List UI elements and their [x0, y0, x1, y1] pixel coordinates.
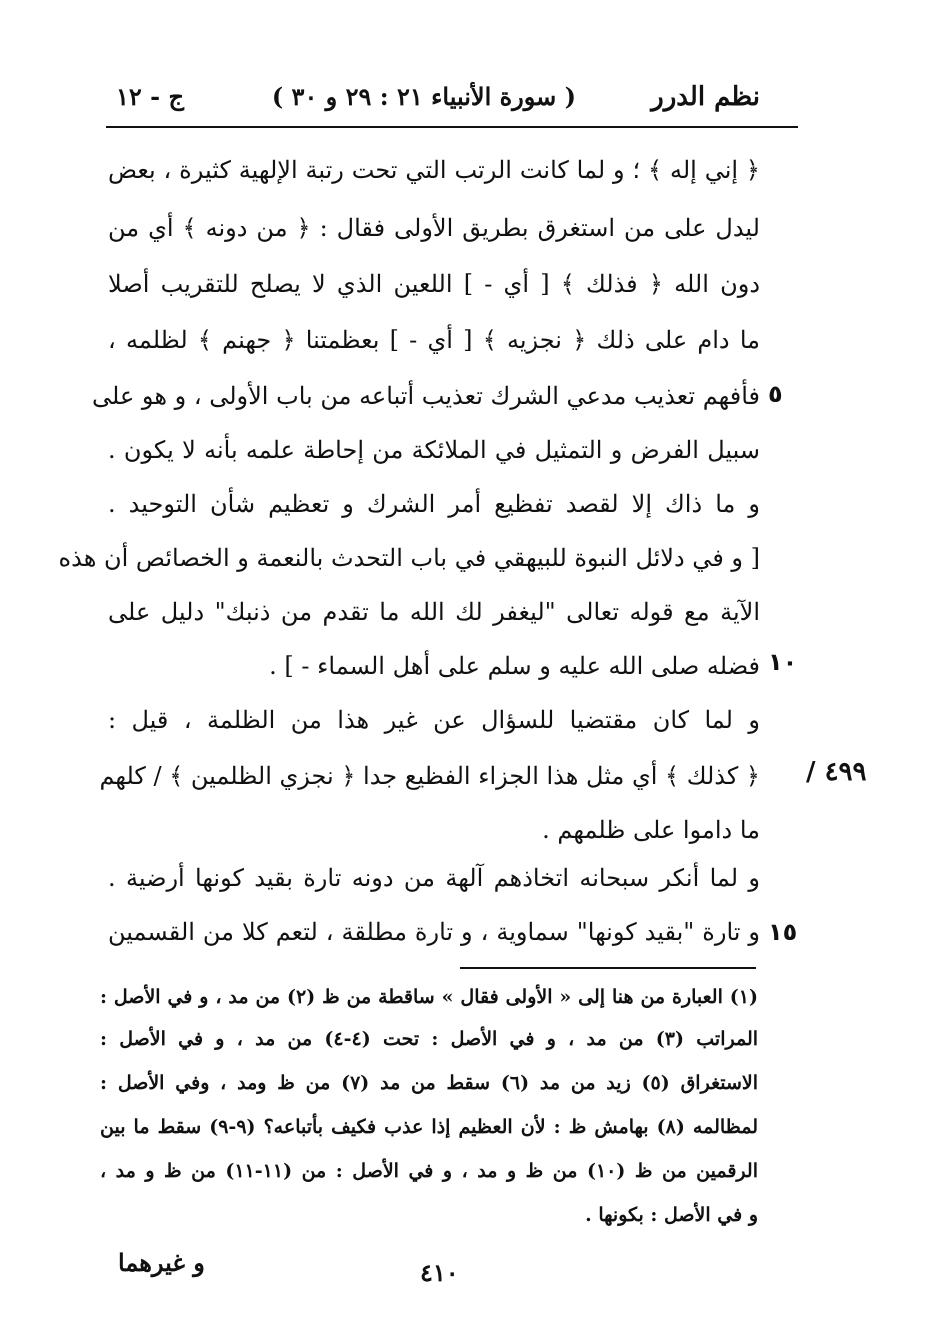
- text-line: دون الله ﴿ فذلك ﴾ [ أي - ] اللعين الذي لا يصلح للتقريب أصلا: [108, 270, 760, 298]
- text-line: سبيل الفرض و التمثيل في الملائكة من إحاطة علمه بأنه لا يكون .: [108, 436, 760, 464]
- part-number: ج - ١٢: [116, 82, 184, 111]
- footnote-rule: [460, 967, 756, 969]
- text-line: فضله صلى الله عليه و سلم على أهل السماء - ] .: [269, 652, 760, 680]
- text-line: فأفهم تعذيب مدعي الشرك تعذيب أتباعه من باب الأولى ، و هو على: [92, 382, 760, 410]
- header-rule: [106, 126, 798, 128]
- footnote-line: المراتب (٣) من مد ، و في الأصل : تحت (٤-٤) من مد ، و في الأصل :: [100, 1028, 759, 1050]
- footnote-line: الاستغراق (٥) زيد من مد (٦) سقط من مد (٧) من ظ ومد ، وفي الأصل :: [100, 1072, 759, 1094]
- text-line: و تارة "بقيد كونها" سماوية ، و تارة مطلقة ، لتعم كلا من القسمين: [108, 918, 760, 946]
- text-line: و ما ذاك إلا لقصد تفظيع أمر الشرك و تعظيم شأن التوحيد .: [108, 490, 760, 518]
- manuscript-folio-reference: ٤٩٩ /: [806, 757, 867, 787]
- text-line: ﴿ إني إله ﴾ ؛ و لما كانت الرتب التي تحت رتبة الإلهية كثيرة ، بعض: [108, 156, 760, 184]
- page-number: ٤١٠: [420, 1258, 459, 1287]
- text-line: [ و في دلائل النبوة للبيهقي في باب التحدث بالنعمة و الخصائص أن هذه: [58, 544, 760, 572]
- footnote-line: لمظالمه (٨) بهامش ظ : لأن العظيم إذا عذب فكيف بأتباعه؟ (٩-٩) سقط ما بين: [100, 1116, 759, 1138]
- footnote-line: و في الأصل : بكونها .: [585, 1204, 758, 1226]
- footnote-line: (١) العبارة من هنا إلى « الأولى فقال » ساقطة من ظ (٢) من مد ، و في الأصل :: [100, 986, 758, 1008]
- text-line: ﴿ كذلك ﴾ أي مثل هذا الجزاء الفظيع جدا ﴿ نجزي الظلمين ﴾ / كلهم: [99, 762, 760, 790]
- book-title: نظم الدرر: [651, 82, 760, 112]
- footnote-line: الرقمين من ظ (١٠) من ظ و مد ، و في الأصل : من (١١-١١) من ظ و مد ،: [100, 1160, 758, 1182]
- line-number: ١٠: [768, 648, 798, 676]
- text-line: و لما أنكر سبحانه اتخاذهم آلهة من دونه تارة بقيد كونها أرضية .: [108, 864, 760, 892]
- running-header: [108, 76, 798, 120]
- text-line: ما داموا على ظلمهم .: [542, 816, 760, 844]
- line-number: ١٥: [768, 918, 798, 946]
- text-line: ليدل على من استغرق بطريق الأولى فقال : ﴿ من دونه ﴾ أي من: [108, 214, 760, 242]
- text-line: ما دام على ذلك ﴿ نجزيه ﴾ [ أي - ] بعظمتنا ﴿ جهنم ﴾ لظلمه ،: [108, 326, 760, 354]
- line-number: ٥: [768, 380, 783, 408]
- text-line: الآية مع قوله تعالى "ليغفر لك الله ما تقدم من ذنبك" دليل على: [108, 598, 760, 626]
- text-line: و لما كان مقتضيا للسؤال عن غير هذا من الظلمة ، قيل :: [108, 706, 760, 734]
- catchword: و غيرهما: [118, 1248, 205, 1277]
- surah-reference: ( سورة الأنبياء ٢١ : ٢٩ و ٣٠ ): [271, 82, 576, 111]
